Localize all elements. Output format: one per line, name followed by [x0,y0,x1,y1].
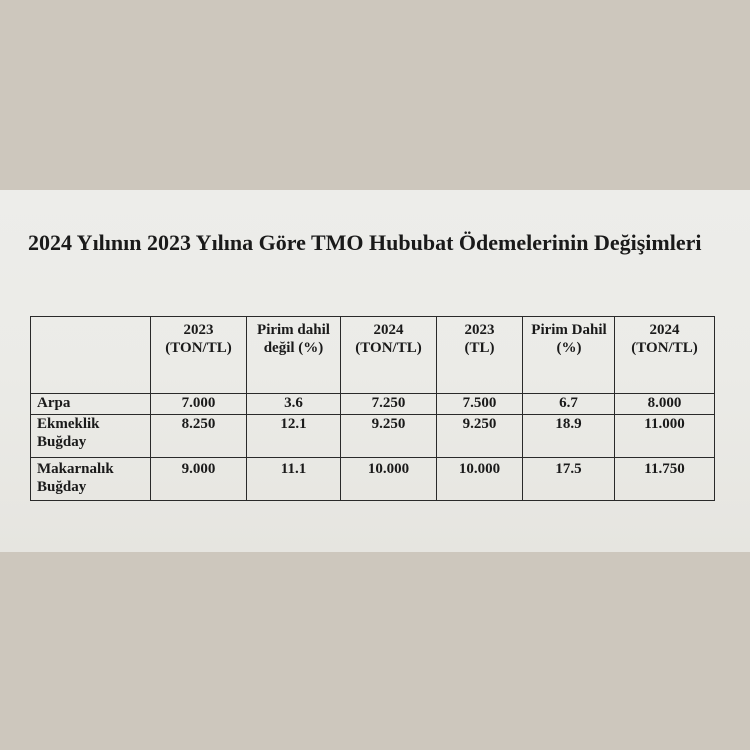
header-pirim-dahil [523,317,615,394]
table-cell: 18.9 [523,415,615,458]
table-cell: 3.6 [247,394,341,415]
table-row [31,458,715,501]
row-label [31,458,151,501]
row-label-text: Makarnalık Buğday [37,461,114,495]
table-cell: 7.500 [437,394,523,415]
table-cell: 8.250 [151,415,247,458]
table-cell: 6.7 [523,394,615,415]
table-cell: 7.250 [341,394,437,415]
table-cell: 17.5 [523,458,615,501]
header-empty [31,317,151,394]
row-label-text: Ekmeklik Buğday [37,416,100,450]
table-cell: 8.000 [615,394,715,415]
document-title: 2024 Yılının 2023 Yılına Göre TMO Hububat Ödemelerinin Değişimleri [28,230,702,255]
header-2024-ton-tl [341,317,437,394]
table-cell: 10.000 [437,458,523,501]
table-cell: 10.000 [341,458,437,501]
header-text: 2024 (TON/TL) [631,322,698,356]
table-row [31,394,715,415]
table-cell: 9.250 [341,415,437,458]
payments-table [30,316,715,501]
header-text: 2023 (TL) [464,322,495,356]
header-text: Pirim dahil değil (%) [257,322,330,356]
table-cell: 11.000 [615,415,715,458]
table-cell: 11.1 [247,458,341,501]
table-cell: 12.1 [247,415,341,458]
header-2023-ton-tl [151,317,247,394]
header-text: 2024 (TON/TL) [355,322,422,356]
header-2023-tl [437,317,523,394]
header-text: 2023 (TON/TL) [165,322,232,356]
row-label [31,415,151,458]
table-cell: 9.250 [437,415,523,458]
table-header-row [31,317,715,394]
table-cell: 7.000 [151,394,247,415]
row-label: Arpa [31,394,151,415]
document-page [0,190,750,552]
table-cell: 9.000 [151,458,247,501]
header-pirim-dahil-degil [247,317,341,394]
table-row [31,415,715,458]
header-text: Pirim Dahil (%) [531,322,607,356]
header-2024-ton-tl-2 [615,317,715,394]
table-cell: 11.750 [615,458,715,501]
